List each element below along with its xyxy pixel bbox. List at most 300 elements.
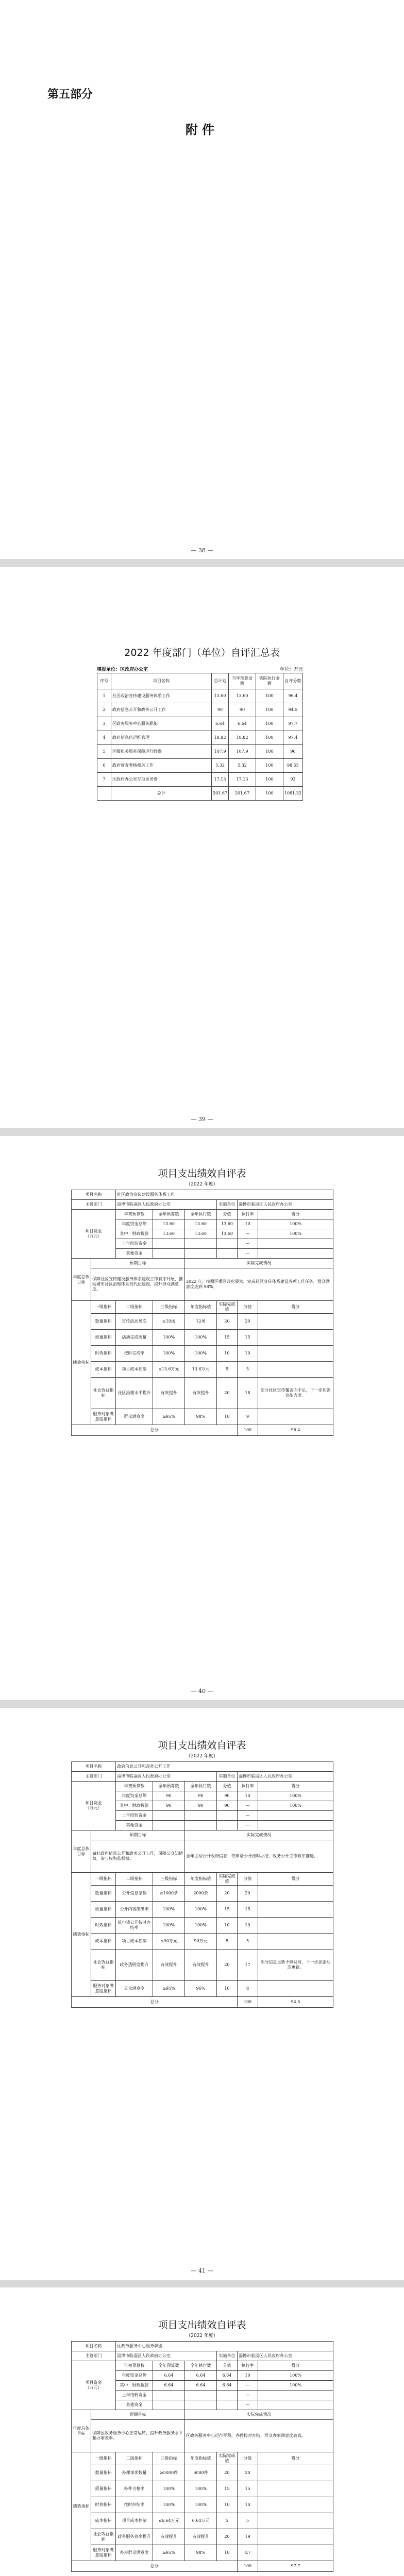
ind-header: 一级指标 <box>91 1873 116 1886</box>
fund-cell: 90 <box>217 1801 238 1811</box>
fund-cell: 13.60 <box>217 1229 238 1239</box>
cell: 90 <box>229 703 256 717</box>
ind-cell: 有效提升 <box>153 2529 185 2545</box>
cell: 93 <box>283 773 302 787</box>
fund-cell: — <box>238 2400 258 2410</box>
cell: 5.32 <box>212 759 229 773</box>
cell: 100 <box>256 773 283 787</box>
ind-cell <box>258 1362 333 1378</box>
fund-header: 执行率 <box>238 1782 258 1791</box>
fund-cell: 其他资金 <box>116 1821 153 1831</box>
fund-header: 分值 <box>217 1782 238 1791</box>
ind-header: 实际完成值 <box>217 2452 238 2465</box>
ind-header: 三级指标 <box>153 2452 185 2465</box>
table-row <box>72 2342 333 2351</box>
cell: 100 <box>256 787 283 801</box>
ind-cell: ≥95% <box>153 2545 185 2561</box>
table-row <box>72 2361 333 2371</box>
fund-cell <box>185 1811 217 1821</box>
fund-header: 得分 <box>258 1782 333 1791</box>
dept-name: 淄博市临淄区人民政府办公室 <box>116 1200 217 1210</box>
label-expected: 预期目标 <box>91 1831 185 1840</box>
table-row <box>72 2465 333 2481</box>
fund-cell: — <box>238 1249 258 1259</box>
fund-cell: 90 <box>185 1791 217 1801</box>
impl-name: 淄博市临淄区人民政府办公室 <box>238 1772 333 1782</box>
ind-cell: 98% <box>185 2545 217 2561</box>
label-actual: 实际完成情况 <box>185 1831 333 1840</box>
ind-header: 一级指标 <box>91 2452 116 2465</box>
ind-header: 分值 <box>238 1301 258 1314</box>
ind-cell: 社会效益指标 <box>91 1378 116 1409</box>
fund-cell: — <box>238 1239 258 1249</box>
table-row <box>72 2529 333 2545</box>
ind-header: 三级指标 <box>153 1873 185 1886</box>
ind-cell: 社会效益指标 <box>91 2529 116 2545</box>
ind-cell: 服务对象满意度指标 <box>91 1409 116 1425</box>
cell: 100 <box>256 689 283 703</box>
table-row <box>97 731 303 745</box>
table-row <box>72 1782 333 1791</box>
ind-cell: 质量指标 <box>91 1330 116 1346</box>
fund-cell <box>258 1239 333 1249</box>
sheet-table <box>71 2341 333 2572</box>
fund-cell: 年度资金总额 <box>116 2371 153 2381</box>
fund-cell: 10 <box>238 1791 258 1801</box>
table-row <box>97 759 303 773</box>
fund-cell: 其他资金 <box>116 2400 153 2410</box>
ind-header: 实际完成值 <box>217 1873 238 1886</box>
fund-cell: 年度资金总额 <box>116 1219 153 1229</box>
ind-cell: 10 <box>238 1346 258 1362</box>
fund-cell: 100% <box>258 2371 333 2381</box>
label-ind: 绩效指标 <box>72 1301 91 1425</box>
ind-header: 年度指标值 <box>185 1873 217 1886</box>
cell: 13.60 <box>229 689 256 703</box>
ind-cell: 办件合格率 <box>116 2481 153 2497</box>
ind-cell: 5 <box>217 2513 238 2529</box>
ind-cell: 项目成本控制 <box>116 2513 153 2529</box>
fund-header: 得分 <box>258 2361 333 2371</box>
label-impl: 实施单位 <box>217 1200 238 1210</box>
table-row <box>72 1873 333 1886</box>
cell: 17.13 <box>229 773 256 787</box>
ind-cell: 5 <box>238 2513 258 2529</box>
page-sheet <box>0 2287 404 2576</box>
fund-cell: 100% <box>258 2381 333 2391</box>
cell: 98.55 <box>283 759 302 773</box>
fund-header: 年初预算数 <box>116 2361 153 2371</box>
table-row <box>72 1362 333 1378</box>
table-row <box>72 1902 333 1918</box>
ind-cell: 活动完成质量 <box>116 1330 153 1346</box>
fund-cell <box>217 2391 238 2400</box>
ind-cell: 2000条 <box>185 1886 217 1902</box>
total-label: 总分 <box>72 2561 238 2572</box>
fund-cell <box>217 1239 238 1249</box>
label-dept: 主管部门 <box>72 1772 116 1782</box>
table-row <box>72 1259 333 1268</box>
fund-cell: 6.64 <box>153 2371 185 2381</box>
total-got: 97.7 <box>258 2561 333 2572</box>
fund-cell: — <box>238 1811 258 1821</box>
ind-cell: 15 <box>217 1330 238 1346</box>
ind-cell: 有效提升 <box>185 2529 217 2545</box>
sheet-table <box>71 1190 333 1436</box>
ind-cell: ≥1000条 <box>153 1886 185 1902</box>
total-score: 100 <box>238 1997 258 2008</box>
fund-cell: 上年结转资金 <box>116 2391 153 2400</box>
ind-cell: 数量指标 <box>91 1886 116 1902</box>
ind-cell: 20 <box>217 1378 238 1409</box>
table-row <box>97 717 303 731</box>
ind-header: 得分 <box>258 1873 333 1886</box>
ind-header: 得分 <box>258 2452 333 2465</box>
ind-cell <box>258 2465 333 2481</box>
fund-cell: 90 <box>185 1801 217 1811</box>
table-row <box>72 2420 333 2452</box>
cell: 6.64 <box>229 717 256 731</box>
ind-cell: 成本指标 <box>91 1934 116 1950</box>
ind-cell: 19 <box>238 2529 258 2545</box>
fund-cell: — <box>238 1821 258 1831</box>
ind-header: 二级指标 <box>116 1301 153 1314</box>
table-row <box>72 1330 333 1346</box>
cell: 100 <box>256 759 283 773</box>
ind-cell <box>258 1902 333 1918</box>
ind-cell: 10 <box>217 2497 238 2513</box>
ind-cell: 质量指标 <box>91 2481 116 2497</box>
ind-cell: 成本指标 <box>91 1362 116 1378</box>
ind-cell: 按时完成率 <box>116 1346 153 1362</box>
cell: 90 <box>212 703 229 717</box>
cell: 97.4 <box>283 731 302 745</box>
fund-cell: 13.60 <box>185 1219 217 1229</box>
col-header: 项目名称 <box>111 673 212 689</box>
ind-header: 分值 <box>238 1873 258 1886</box>
cell: 94.5 <box>283 703 302 717</box>
table-row <box>72 1378 333 1409</box>
ind-cell: 100% <box>185 2497 217 2513</box>
ind-cell: 5 <box>238 1362 258 1378</box>
label-dept: 主管部门 <box>72 1200 116 1210</box>
ind-cell: 15 <box>238 2481 258 2497</box>
ind-header: 实际完成值 <box>217 1301 238 1314</box>
label-impl: 实施单位 <box>217 2351 238 2361</box>
goal-actual: 2022 年，按照区委区政府要求，完成社区宣传体系建设各项工作任务，群众满意度达到 98%。 <box>185 1268 333 1301</box>
ind-cell: 10 <box>217 2545 238 2561</box>
page-part-five <box>0 0 404 559</box>
table-row <box>72 1762 333 1772</box>
ind-cell <box>258 2497 333 2513</box>
ind-cell: 有效提升 <box>185 1378 217 1409</box>
summary-table <box>97 673 303 801</box>
cell: 政府信息化运维管理 <box>111 731 212 745</box>
fund-cell: 6.64 <box>185 2381 217 2391</box>
ind-cell <box>258 1330 333 1346</box>
page-sheet <box>0 1708 404 2280</box>
total-got: 96.4 <box>258 1425 333 1436</box>
summary-title: 2022 年度部门（单位）自评汇总表 <box>124 647 280 658</box>
table-row <box>72 2410 333 2420</box>
summary-unit: 填报单位：区政府办公室 <box>97 667 148 672</box>
fund-cell: 13.60 <box>185 1229 217 1239</box>
ind-cell: 项目成本控制 <box>116 1934 153 1950</box>
label-project: 项目名称 <box>72 1762 116 1772</box>
cell: 6.64 <box>212 717 229 731</box>
cell: 201.67 <box>212 787 229 801</box>
ind-cell <box>258 1314 333 1330</box>
cell: 5 <box>97 745 111 759</box>
fund-header: 全年预算数 <box>153 1210 185 1219</box>
ind-cell: 10 <box>217 1918 238 1934</box>
fund-cell <box>217 1821 238 1831</box>
cell: 18.82 <box>229 731 256 745</box>
fund-cell: 10 <box>238 1219 258 1229</box>
ind-cell <box>258 1886 333 1902</box>
label-fund: 项目资金 （万元） <box>72 1782 116 1831</box>
sheet-title: 项目支出绩效自评表 <box>158 1168 246 1179</box>
label-actual: 实际完成情况 <box>185 2410 333 2420</box>
ind-cell: 宣传活动场次 <box>116 1314 153 1330</box>
cell: 政府督查考核相关工作 <box>111 759 212 773</box>
ind-cell <box>258 2481 333 2497</box>
ind-cell: 服务对象满意度指标 <box>91 1981 116 1997</box>
col-header: 自评分数 <box>283 673 302 689</box>
ind-cell: 20 <box>238 1886 258 1902</box>
ind-cell: 100% <box>185 1346 217 1362</box>
table-row <box>97 689 303 703</box>
ind-cell: ≥95% <box>153 1409 185 1425</box>
ind-cell: 10 <box>217 1981 238 1997</box>
ind-cell: 100% <box>153 2481 185 2497</box>
ind-header: 三级指标 <box>153 1301 185 1314</box>
fund-cell: 上年结转资金 <box>116 1811 153 1821</box>
table-row <box>72 1200 333 1210</box>
cell: 社区政治宣传建设服务体系工作 <box>111 689 212 703</box>
ind-cell: 20 <box>217 1886 238 1902</box>
col-header: 当年预算金额 <box>229 673 256 689</box>
goal-actual: 区政务服务中心运行平稳，办件按时办结，群众办事满意度较高。 <box>185 2420 333 2452</box>
ind-cell: 6.64万元 <box>185 2513 217 2529</box>
ind-cell: 20 <box>217 2529 238 2545</box>
table-row <box>72 1772 333 1782</box>
ind-cell: 数量指标 <box>91 2465 116 2481</box>
cell: 17.13 <box>212 773 229 787</box>
fund-cell <box>185 1249 217 1259</box>
ind-header: 一级指标 <box>91 1301 116 1314</box>
ind-cell: 17 <box>238 1950 258 1981</box>
ind-cell: 部分社区宣传覆盖面不足，下一步加强宣传力度。 <box>258 1378 333 1409</box>
col-header: 实际执行金额 <box>256 673 283 689</box>
sheet-title: 项目支出绩效自评表 <box>158 2319 246 2331</box>
cell: 100 <box>256 731 283 745</box>
fund-cell <box>153 1239 185 1249</box>
ind-cell: ≥5000件 <box>153 2465 185 2481</box>
page-number: — 41 — <box>191 2267 213 2274</box>
goal-expected: 保障社区宣传建设服务体系建设工作有序开展，推动城市社区治理体系现代化建设，提升群众满意度。 <box>91 1268 185 1301</box>
ind-cell: 100% <box>153 1346 185 1362</box>
table-row <box>97 773 303 787</box>
ind-cell: 96% <box>185 1981 217 1997</box>
fund-cell: — <box>238 1229 258 1239</box>
section-heading: 附件 <box>186 122 218 137</box>
fund-cell <box>217 1811 238 1821</box>
ind-cell: 15 <box>238 1902 258 1918</box>
page-number: — 40 — <box>191 1688 213 1694</box>
ind-cell: 20 <box>217 1314 238 1330</box>
table-row <box>72 1840 333 1873</box>
ind-cell: 5 <box>238 1934 258 1950</box>
ind-cell: 有效提升 <box>153 1950 185 1981</box>
fund-cell <box>153 1821 185 1831</box>
fund-cell <box>217 1249 238 1259</box>
ind-cell: 有效提升 <box>153 1378 185 1409</box>
fund-cell: — <box>238 2391 258 2400</box>
ind-cell: 5 <box>217 1362 238 1378</box>
ind-cell: 群众满意度 <box>116 1409 153 1425</box>
label-expected: 预期目标 <box>91 2410 185 2420</box>
fund-cell: 其中：财政拨款 <box>116 2381 153 2391</box>
total-row <box>72 1997 333 2008</box>
cell: 6 <box>97 759 111 773</box>
section-title: 第五部分 <box>47 88 93 101</box>
label-project: 项目名称 <box>72 2342 116 2351</box>
cell: 政府信息公开和政务公开工作 <box>111 703 212 717</box>
page-number: — 39 — <box>191 1116 213 1123</box>
fund-cell <box>185 1821 217 1831</box>
table-row <box>72 1950 333 1981</box>
fund-cell: 100% <box>258 1229 333 1239</box>
cell: 区政府办公室专项业务费 <box>111 773 212 787</box>
ind-cell: 12场 <box>185 1314 217 1330</box>
fund-cell: — <box>238 1801 258 1811</box>
ind-cell: 公众满意度 <box>116 1981 153 1997</box>
fund-cell <box>153 1249 185 1259</box>
ind-cell: 100% <box>185 1918 217 1934</box>
total-row <box>72 2561 333 2572</box>
ind-cell: ≤90万元 <box>153 1934 185 1950</box>
ind-cell: ≤6.64万元 <box>153 2513 185 2529</box>
ind-cell: 8 <box>238 1981 258 1997</box>
total-row <box>72 1425 333 1436</box>
ind-cell: 15 <box>217 1902 238 1918</box>
ind-cell: 20 <box>217 1950 238 1981</box>
ind-header: 二级指标 <box>116 1873 153 1886</box>
fund-cell: 90 <box>217 1791 238 1801</box>
ind-cell: 部分信息更新不够及时，下一步加强动态更新。 <box>258 1950 333 1981</box>
ind-cell: 项目成本控制 <box>116 1362 153 1378</box>
ind-cell: ≤13.6万元 <box>153 1362 185 1378</box>
label-ind: 绩效指标 <box>72 2452 91 2561</box>
ind-cell: 8.7 <box>238 2545 258 2561</box>
ind-cell: 10 <box>217 1409 238 1425</box>
table-row <box>72 1409 333 1425</box>
fund-cell <box>153 2400 185 2410</box>
label-dept: 主管部门 <box>72 2351 116 2361</box>
fund-header: 全年预算数 <box>153 2361 185 2371</box>
cell: 96 <box>283 745 302 759</box>
ind-cell: 15 <box>238 1330 258 1346</box>
fund-header: 年初预算数 <box>116 1210 153 1219</box>
ind-cell: 100% <box>185 2481 217 2497</box>
cell: 2 <box>97 703 111 717</box>
ind-cell: 100% <box>153 1330 185 1346</box>
dept-name: 淄博市临淄区人民政府办公室 <box>116 1772 217 1782</box>
ind-cell: 98% <box>185 1409 217 1425</box>
table-row <box>72 1268 333 1301</box>
ind-cell: 数量指标 <box>91 1314 116 1330</box>
ind-cell: ≥95% <box>153 1981 185 1997</box>
table-row <box>72 1210 333 1219</box>
fund-cell: 13.60 <box>153 1219 185 1229</box>
ind-cell: 社区治理水平提升 <box>116 1378 153 1409</box>
ind-cell: 100% <box>185 1902 217 1918</box>
goal-actual: 全年主动公开政府信息，依申请公开按时办结，政务公开工作有序推进。 <box>185 1840 333 1873</box>
ind-cell: 5 <box>217 1934 238 1950</box>
ind-cell <box>258 1934 333 1950</box>
sheet-year: （2022 年度） <box>186 1182 218 1187</box>
ind-cell: 质量指标 <box>91 1902 116 1918</box>
fund-cell <box>258 1811 333 1821</box>
ind-cell: 时效指标 <box>91 1918 116 1934</box>
ind-cell: 办事群众满意度 <box>116 2545 153 2561</box>
fund-cell: 上年结转资金 <box>116 1239 153 1249</box>
ind-cell: ≥10场 <box>153 1314 185 1330</box>
sheet-year: （2022 年度） <box>186 1754 218 1759</box>
total-got: 94.5 <box>258 1997 333 2008</box>
goal-expected: 保障区政务服务中心正常运转，提升政务服务水平和办事效率。 <box>91 2420 185 2452</box>
ind-cell: 公开信息条数 <box>116 1886 153 1902</box>
page-number: — 38 — <box>191 547 213 554</box>
table-row <box>72 2497 333 2513</box>
ind-cell: 政务服务效率提升 <box>116 2529 153 2545</box>
ind-cell: 成本指标 <box>91 2513 116 2529</box>
label-actual: 实际完成情况 <box>185 1259 333 1268</box>
fund-cell <box>185 2391 217 2400</box>
summary-unit-note: 单位：万元 <box>279 667 303 672</box>
fund-cell <box>217 2400 238 2410</box>
fund-cell: 100% <box>258 1219 333 1229</box>
fund-cell: 90 <box>153 1801 185 1811</box>
label-goal: 年度总体目标 <box>72 2410 91 2452</box>
ind-cell: 政务透明度提升 <box>116 1950 153 1981</box>
fund-header: 全年执行数 <box>185 1782 217 1791</box>
ind-cell: 时效指标 <box>91 2497 116 2513</box>
fund-header: 执行率 <box>238 1210 258 1219</box>
sheet-year: （2022 年度） <box>186 2333 218 2338</box>
fund-cell: 6.64 <box>217 2381 238 2391</box>
fund-cell: 年度资金总额 <box>116 1791 153 1801</box>
cell: 100 <box>256 745 283 759</box>
ind-cell: 90万元 <box>185 1934 217 1950</box>
table-row <box>72 2351 333 2361</box>
ind-cell: 9 <box>238 1409 258 1425</box>
fund-header: 全年预算数 <box>153 1782 185 1791</box>
ind-header: 年度指标值 <box>185 1301 217 1314</box>
fund-cell: 6.64 <box>153 2381 185 2391</box>
total-score: 100 <box>238 1425 258 1436</box>
label-project: 项目名称 <box>72 1190 116 1200</box>
fund-header: 分值 <box>217 1210 238 1219</box>
cell: 5.32 <box>229 759 256 773</box>
ind-cell: 服务对象满意度指标 <box>91 2545 116 2561</box>
cell: 96.4 <box>283 689 302 703</box>
ind-cell: 按时办结率 <box>116 2497 153 2513</box>
ind-cell: 6000件 <box>185 2465 217 2481</box>
ind-cell: 20 <box>238 2465 258 2481</box>
ind-cell: 有效提升 <box>185 1950 217 1981</box>
